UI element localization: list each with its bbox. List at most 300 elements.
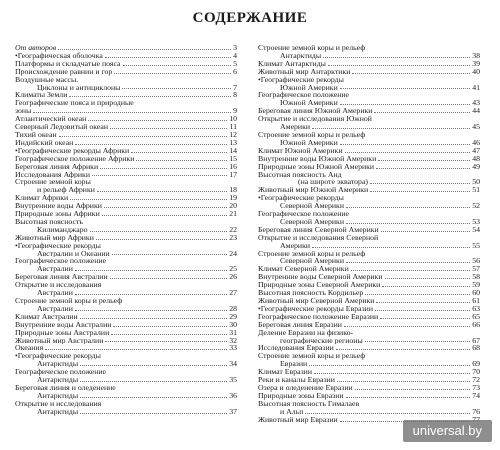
toc-entry-page: 53 <box>472 216 480 226</box>
toc-entry-title: Внутренние воды Северной Америки <box>258 273 383 282</box>
toc-entry-page: 69 <box>472 359 480 369</box>
toc-entry-title: Природные зоны Австралии <box>15 328 110 337</box>
toc-entry <box>15 408 237 416</box>
toc-entry <box>15 178 237 186</box>
dot-leader <box>345 152 471 153</box>
toc-entry <box>15 147 237 155</box>
toc-entry-title: Географические пояса и природные <box>15 99 134 108</box>
toc-entry <box>258 147 480 155</box>
toc-entry-page: 19 <box>229 193 237 203</box>
toc-entry-title: Открытие и исследования <box>15 399 102 408</box>
toc-entry-page: 37 <box>229 406 237 416</box>
toc-entry-title: Антарктиды <box>37 360 79 369</box>
toc-entry <box>258 163 480 171</box>
toc-entry-page: 15 <box>229 153 237 163</box>
toc-entry <box>258 313 480 321</box>
toc-entry <box>15 250 237 258</box>
dot-leader <box>336 349 470 350</box>
toc-entry <box>258 115 480 123</box>
toc-entry <box>258 194 480 202</box>
toc-entry-page: 12 <box>229 129 237 139</box>
dot-leader <box>376 302 470 303</box>
dot-leader <box>75 294 227 295</box>
toc-entry-title: Австралии <box>37 289 73 297</box>
toc-entry-page: 9 <box>233 106 237 116</box>
toc-entry-title: Южной Америки <box>280 83 338 92</box>
toc-entry-page: 39 <box>472 58 480 68</box>
toc-entry <box>258 76 480 84</box>
toc-entry <box>15 257 237 265</box>
toc-entry-title: Воздушные массы. <box>15 75 79 84</box>
toc-entry-page: 30 <box>229 319 237 329</box>
toc-entry <box>15 289 237 297</box>
toc-entry-page: 44 <box>472 106 480 116</box>
toc-entry-title: Евразии <box>280 360 308 369</box>
dot-leader <box>355 389 471 390</box>
toc-entry-page: 24 <box>229 248 237 258</box>
toc-entry-title: зоны <box>15 107 32 116</box>
toc-entry-page: 68 <box>472 343 480 353</box>
toc-entry <box>258 250 480 258</box>
toc-entry-page: 63 <box>472 303 480 313</box>
toc-entry <box>15 210 237 218</box>
toc-entry <box>258 226 480 234</box>
toc-entry-title: Береговая линия Африки <box>15 162 99 171</box>
toc-entry-page: 35 <box>229 375 237 385</box>
toc-entry <box>258 242 480 250</box>
dot-leader <box>92 175 227 176</box>
toc-entry <box>15 392 237 400</box>
toc-entry <box>15 107 237 115</box>
dot-leader <box>337 381 470 382</box>
toc-entry-title: •Географические рекорды Евразии <box>258 304 374 313</box>
toc-entry-title: Высотная поясность Кордильер <box>258 289 364 297</box>
toc-entry <box>15 123 237 131</box>
toc-entry-title: Открытие и исследования Южной <box>258 115 372 124</box>
dot-leader <box>305 413 470 414</box>
dot-leader <box>122 88 231 89</box>
toc-entry-title: Платформы и складчатые пояса <box>15 59 121 68</box>
toc-entry-page: 14 <box>229 145 237 155</box>
toc-entry-title: Северной Америки <box>280 202 345 211</box>
toc-entry <box>15 226 237 234</box>
dot-leader <box>382 286 470 287</box>
toc-entry-page: 41 <box>472 82 480 92</box>
dot-leader <box>80 365 227 366</box>
dot-leader <box>370 191 470 192</box>
toc-entry-title: Озера и оледенение Евразии <box>258 383 353 392</box>
toc-entry-title: Южной Америки <box>280 99 338 108</box>
toc-entry-title: Природные зоны Африки <box>15 210 100 218</box>
toc-entry-title: Береговая линия Австралии <box>15 273 108 282</box>
toc-entry-title: (на широте экватора) <box>298 178 368 187</box>
toc-entry <box>258 107 480 115</box>
toc-entry <box>258 408 480 416</box>
toc-entry-title: Деление Евразии на физико- <box>258 328 354 337</box>
toc-entry-title: Океания <box>15 344 44 353</box>
toc-entry <box>258 52 480 60</box>
toc-entry-title: Береговая линия и оледенение <box>15 383 116 392</box>
toc-entry-title: Исследования Евразии <box>258 344 334 353</box>
dot-leader <box>113 326 227 327</box>
toc-entry <box>15 202 237 210</box>
toc-entry-title: Внутренние воды Австралии <box>15 320 112 329</box>
toc-entry-title: Реки и каналы Евразии <box>258 376 335 384</box>
toc-entry-title: Строение земной коры и рельеф <box>15 297 123 305</box>
toc-entry-title: •Географические рекорды <box>15 241 101 250</box>
toc-entry-page: 11 <box>229 122 237 132</box>
toc-entry-page: 52 <box>472 201 480 211</box>
dot-leader <box>58 49 231 50</box>
toc-entry-title: Строение земной коры и рельеф <box>258 130 366 139</box>
toc-entry-title: Антарктиды <box>37 391 79 400</box>
toc-entry-page: 65 <box>472 311 480 321</box>
toc-entry <box>15 115 237 123</box>
toc-entry-title: Природные зоны Южной Америки <box>258 162 375 171</box>
dot-leader <box>340 88 470 89</box>
dot-leader <box>378 160 470 161</box>
toc-entry <box>258 139 480 147</box>
toc-entry-title: Береговая линия Северной Америки <box>258 225 379 234</box>
toc-entry <box>15 281 237 289</box>
toc-entry-page: 54 <box>472 224 480 234</box>
toc-entry-page: 32 <box>229 335 237 345</box>
toc-entry <box>15 344 237 352</box>
toc-entry-title: Географическое положение <box>258 210 349 218</box>
toc-entry <box>15 234 237 242</box>
toc-entry-page: 26 <box>229 272 237 282</box>
toc-entry <box>15 186 237 194</box>
toc-entry <box>15 99 237 107</box>
dot-leader <box>80 397 227 398</box>
toc-entry-title: Климаты Земли <box>15 91 68 100</box>
dot-leader <box>75 270 227 271</box>
toc-entry-title: Животный мир Австралии <box>15 336 104 345</box>
toc-entry-title: Австралии <box>37 304 73 313</box>
toc-entry-page: 40 <box>472 66 480 76</box>
toc-entry <box>258 91 480 99</box>
toc-entry-title: Строение земной коры и рельеф <box>258 44 366 52</box>
toc-entry <box>15 60 237 68</box>
toc-entry <box>15 139 237 147</box>
dot-leader <box>365 341 471 342</box>
toc-entry-page: 51 <box>472 185 480 195</box>
toc-entry <box>15 352 237 360</box>
toc-entry-title: Антарктиды <box>280 51 322 60</box>
dot-leader <box>323 57 470 58</box>
toc-entry <box>258 297 480 305</box>
toc-entry-page: 57 <box>472 264 480 274</box>
toc-entry <box>258 84 480 92</box>
site-watermark: universal.by <box>403 420 492 442</box>
toc-entry <box>258 210 480 218</box>
toc-entry-title: Береговая линия Южной Америки <box>258 107 373 116</box>
dot-leader <box>352 73 470 74</box>
toc-entry <box>258 360 480 368</box>
toc-entry-title: Животный мир Африки <box>15 233 94 242</box>
dot-leader <box>340 104 470 105</box>
toc-entry-title: Северной Америки <box>280 217 345 226</box>
toc-entry-page: 49 <box>472 161 480 171</box>
toc-entry <box>258 289 480 297</box>
dot-leader <box>312 247 470 248</box>
toc-entry-title: и рельеф Африки <box>37 186 95 195</box>
dot-leader <box>328 65 470 66</box>
dot-leader <box>75 310 227 311</box>
toc-entry-title: Береговая линия Евразии <box>258 320 342 329</box>
dot-leader <box>346 207 470 208</box>
toc-entry <box>258 265 480 273</box>
toc-entry-page: 13 <box>229 137 237 147</box>
toc-entry-title: Природные зоны Евразии <box>258 391 344 400</box>
toc-entry-page: 27 <box>229 288 237 298</box>
toc-entry-title: Северной Америки <box>280 257 345 266</box>
toc-entry-title: •Географические рекорды <box>258 194 344 203</box>
toc-entry-title: Животный мир Северной Америки <box>258 297 375 305</box>
toc-entry-page: 55 <box>472 240 480 250</box>
toc-entry-title: Америки <box>280 241 311 250</box>
toc-entry-page: 31 <box>229 327 237 337</box>
toc-entry <box>15 360 237 368</box>
toc-entry-title: Открытие и исследования Северной <box>258 233 379 242</box>
toc-column-right <box>258 44 480 424</box>
toc-entry <box>258 392 480 400</box>
toc-entry <box>15 68 237 76</box>
dot-leader <box>131 152 227 153</box>
toc-entry-title: Килиманджаро <box>37 225 88 234</box>
toc-entry-title: Климат Южной Америки <box>258 146 343 155</box>
dot-leader <box>346 262 470 263</box>
dot-leader <box>59 136 228 137</box>
toc-entry-title: Строение земной коры и рельеф <box>258 249 366 258</box>
dot-leader <box>88 120 227 121</box>
toc-entry-title: •Географические рекорды <box>15 352 101 361</box>
toc-entry-page: 43 <box>472 98 480 108</box>
toc-entry-title: Тихий океан <box>15 130 57 139</box>
toc-entry-page: 59 <box>472 280 480 290</box>
toc-entry <box>258 60 480 68</box>
toc-entry-title: Климат Африки <box>15 194 69 203</box>
toc-entry-title: Животный мир Южной Америки <box>258 186 369 195</box>
toc-entry-page: 3 <box>233 43 237 52</box>
toc-entry-title: Происхождение равнин и гор <box>15 67 113 76</box>
toc-entry-page: 72 <box>472 375 480 385</box>
dot-leader <box>69 96 231 97</box>
toc-entry <box>15 52 237 60</box>
dot-leader <box>75 144 227 145</box>
toc-entry-page: 60 <box>472 288 480 298</box>
toc-entry-title: Строение земной коры и рельеф <box>258 352 366 361</box>
dot-leader <box>351 270 470 271</box>
toc-entry <box>258 344 480 352</box>
dot-leader <box>70 199 227 200</box>
toc-entry <box>15 384 237 392</box>
toc-entry-title: Антарктиды <box>37 407 79 416</box>
toc-entry <box>15 76 237 84</box>
toc-entry-page: 58 <box>472 272 480 282</box>
dot-leader <box>96 239 227 240</box>
toc-entry-page: 20 <box>229 201 237 211</box>
dot-leader <box>312 128 470 129</box>
dot-leader <box>136 160 227 161</box>
toc-entry-page: 34 <box>229 359 237 369</box>
dot-leader <box>33 112 231 113</box>
toc-entry <box>258 68 480 76</box>
toc-entry-page: 25 <box>229 264 237 274</box>
toc-entry <box>258 281 480 289</box>
dot-leader <box>90 231 228 232</box>
dot-leader <box>365 294 470 295</box>
toc-entry <box>258 305 480 313</box>
dot-leader <box>375 310 470 311</box>
toc-entry-title: Атлантический океан <box>15 115 87 124</box>
toc-entry-page: 45 <box>472 122 480 132</box>
toc-entry <box>258 186 480 194</box>
toc-entry-title: Географическое положение Африки <box>15 154 135 163</box>
toc-entry-page: 28 <box>229 303 237 313</box>
toc-entry <box>15 242 237 250</box>
toc-entry <box>258 257 480 265</box>
toc-entry-page: 21 <box>229 209 237 219</box>
toc-entry-page: 7 <box>233 82 237 92</box>
toc-entry <box>258 376 480 384</box>
toc-entry-page: 6 <box>233 66 237 76</box>
toc-entry-title: Высотная поясность Гималаев <box>258 399 360 408</box>
toc-entry-title: Антарктиды <box>37 376 79 384</box>
toc-entry <box>15 321 237 329</box>
toc-entry-title: Географическое положение Евразии <box>258 312 379 321</box>
dot-leader <box>110 128 227 129</box>
toc-entry <box>15 265 237 273</box>
toc-entry-page: 17 <box>229 169 237 179</box>
toc-entry-title: Австралии <box>37 265 73 274</box>
toc-entry-title: Природные зоны Северной Америки <box>258 281 381 290</box>
dot-leader <box>80 318 228 319</box>
dot-leader <box>97 191 227 192</box>
dot-leader <box>309 365 470 366</box>
toc-entry-title: От авторов <box>15 44 57 52</box>
toc-entry <box>15 313 237 321</box>
dot-leader <box>104 207 227 208</box>
toc-entry-title: Южной Америки <box>280 138 338 147</box>
dot-leader <box>105 341 227 342</box>
dot-leader <box>370 183 470 184</box>
toc-entry <box>15 273 237 281</box>
toc-entry <box>258 131 480 139</box>
toc-entry <box>15 91 237 99</box>
toc-entry <box>15 44 237 52</box>
dot-leader <box>102 215 227 216</box>
toc-entry-title: Географическое положение <box>258 91 349 100</box>
toc-entry <box>15 297 237 305</box>
toc-entry-page: 4 <box>233 50 237 60</box>
toc-entry-page: 16 <box>229 161 237 171</box>
toc-entry-title: Строение земной коры <box>15 178 91 187</box>
toc-entry <box>258 368 480 376</box>
toc-entry-title: Внутренние воды Африки <box>15 202 102 211</box>
toc-entry-page: 56 <box>472 256 480 266</box>
toc-entry <box>258 329 480 337</box>
toc-entry-page: 74 <box>472 390 480 400</box>
toc-entry-title: и Альп <box>280 407 304 416</box>
toc-entry-title: Высотная поясность Анд <box>258 170 342 179</box>
toc-entry-page: 70 <box>472 367 480 377</box>
toc-entry <box>15 368 237 376</box>
toc-entry <box>258 178 480 186</box>
toc-entry-title: Австралии и Океании <box>37 249 110 258</box>
dot-leader <box>111 334 227 335</box>
toc-entry-title: Климат Австралии <box>15 312 78 321</box>
toc-entry-page: 47 <box>472 145 480 155</box>
toc-entry-page: 76 <box>472 406 480 416</box>
toc-entry-title: Внутренние воды Южной Америки <box>258 154 377 163</box>
dot-leader <box>380 318 470 319</box>
toc-entry-title: Животный мир Евразии <box>258 415 338 424</box>
toc-entry <box>258 400 480 408</box>
toc-entry-page: 29 <box>229 311 237 321</box>
dot-leader <box>346 223 470 224</box>
toc-entry <box>15 376 237 384</box>
toc-entry-title: Климат Антарктиды <box>258 59 326 68</box>
dot-leader <box>385 278 471 279</box>
dot-leader <box>344 326 470 327</box>
toc-entry <box>15 84 237 92</box>
toc-entry <box>15 171 237 179</box>
toc-entry <box>258 352 480 360</box>
toc-entry-title: Высотная поясность <box>15 217 83 226</box>
toc-entry-page: 50 <box>472 177 480 187</box>
toc-entry <box>258 337 480 345</box>
toc-entry-title: Климат Евразии <box>258 368 312 377</box>
toc-entry-title: •Географические рекорды <box>258 75 344 84</box>
toc-entry <box>258 123 480 131</box>
toc-entry-page: 18 <box>229 185 237 195</box>
toc-entry-page: 10 <box>229 114 237 124</box>
toc-entry-title: Индийский океан <box>15 138 74 147</box>
toc-entry-title: •Географическая оболочка <box>15 51 103 60</box>
dot-leader <box>80 381 227 382</box>
toc-entry-page: 23 <box>229 232 237 242</box>
dot-leader <box>114 73 231 74</box>
toc-entry <box>15 131 237 139</box>
dot-leader <box>374 112 470 113</box>
dot-leader <box>110 278 228 279</box>
toc-entry <box>258 384 480 392</box>
toc-entry <box>15 329 237 337</box>
dot-leader <box>340 144 470 145</box>
dot-leader <box>112 254 227 255</box>
toc-entry-page: 22 <box>229 224 237 234</box>
toc-entry-page: 38 <box>472 50 480 60</box>
toc-entry-title: Географическое положение <box>15 257 106 266</box>
toc-entry <box>15 400 237 408</box>
toc-entry-title: географические регионы <box>280 336 363 345</box>
toc-entry <box>15 218 237 226</box>
toc-entry-page: 33 <box>229 343 237 353</box>
toc-entry <box>258 44 480 52</box>
dot-leader <box>314 373 470 374</box>
dot-leader <box>105 57 231 58</box>
toc-entry-title: •Географические рекорды Африки <box>15 146 130 155</box>
toc-entry-page: 67 <box>472 335 480 345</box>
toc-entry <box>258 202 480 210</box>
toc-entry <box>258 171 480 179</box>
toc-entry-page: 46 <box>472 137 480 147</box>
toc-entry <box>258 273 480 281</box>
toc-entry-title: Географическое положение <box>15 368 106 377</box>
page-title: СОДЕРЖАНИЕ <box>192 10 308 26</box>
dot-leader <box>100 168 227 169</box>
